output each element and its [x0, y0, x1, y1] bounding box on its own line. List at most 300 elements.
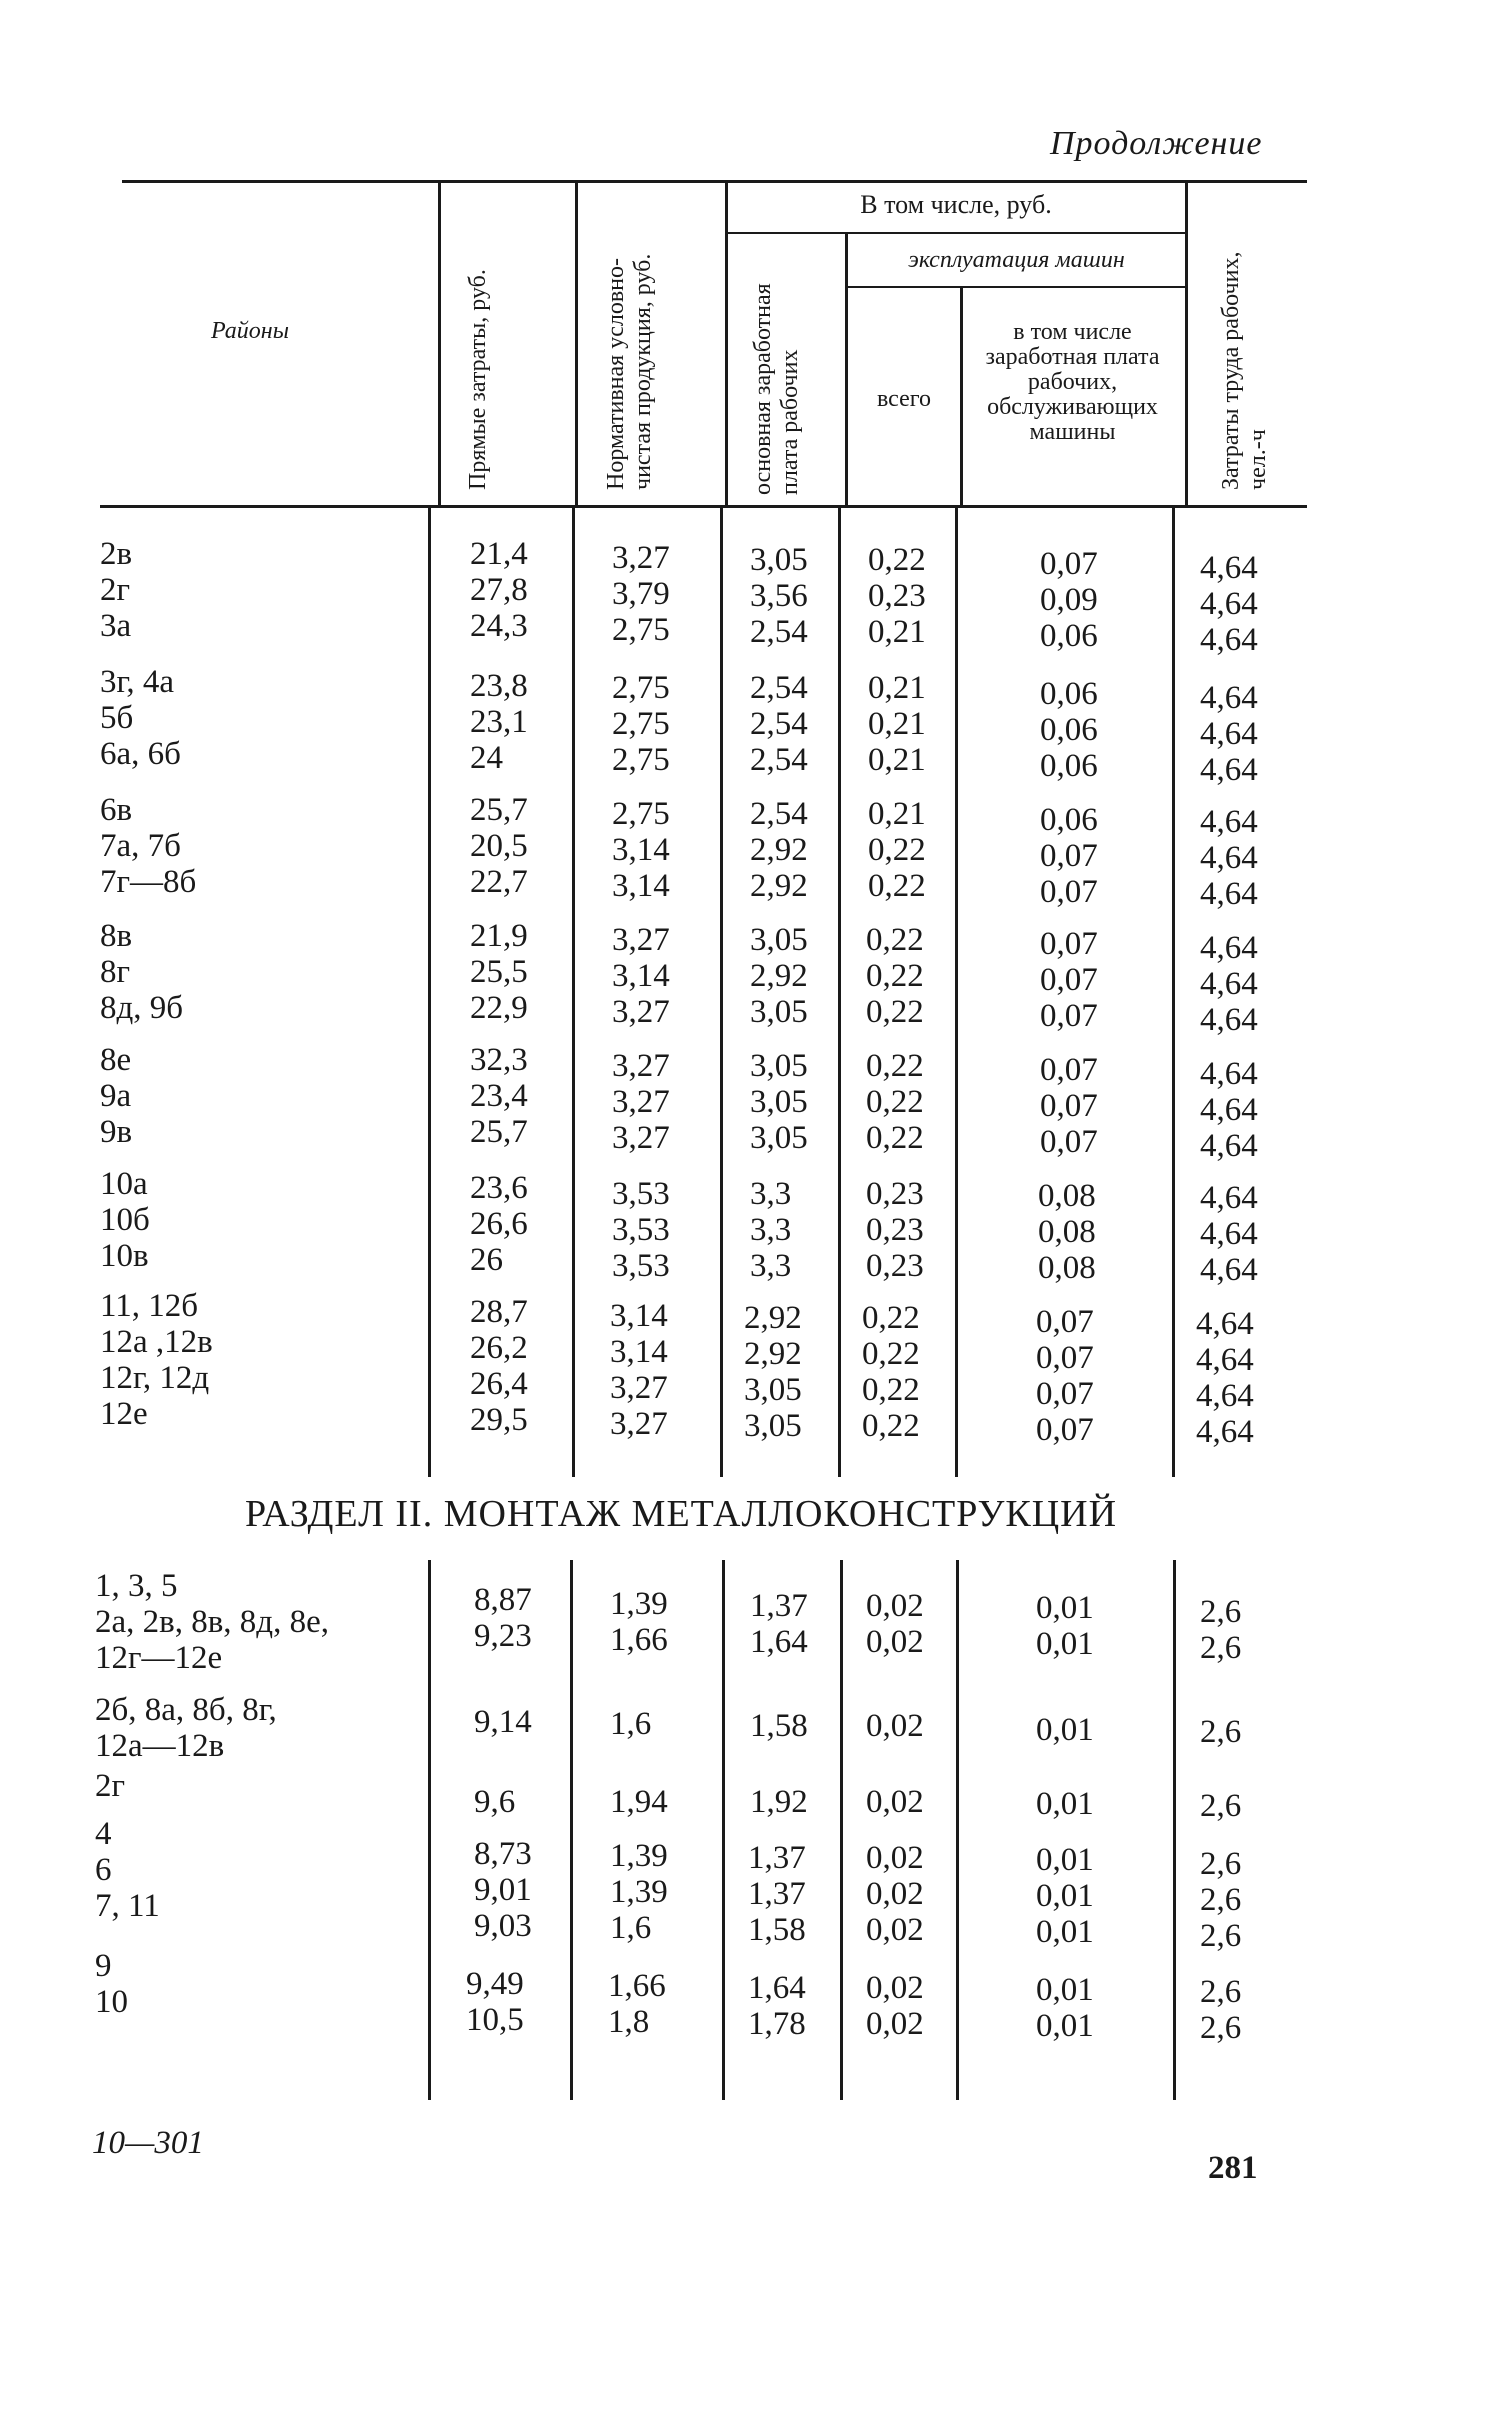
value-vsego: 0,02: [866, 1588, 924, 1624]
value-osn: 3,05: [750, 542, 808, 578]
value-vsego: 0,23: [866, 1176, 924, 1212]
value-vsego: 0,02: [866, 1708, 924, 1744]
district-label: 6: [95, 1852, 112, 1888]
district-label: 9в: [100, 1114, 133, 1150]
group-1-pryamye: [470, 536, 528, 644]
value-vsego: 0,02: [866, 1970, 924, 2006]
value-osn: 2,54: [750, 742, 808, 778]
value-pryamye: 22,9: [470, 990, 528, 1026]
value-vsego: 0,23: [866, 1212, 924, 1248]
district-label: 7а, 7б: [100, 828, 181, 864]
value-trud: 2,6: [1200, 2010, 1242, 2046]
group-7-labels: [100, 1288, 213, 1432]
value-norm: 3,14: [612, 868, 670, 904]
s2-row2-labels: [95, 1692, 277, 1764]
value-pryamye: 21,9: [470, 918, 528, 954]
s2-row4-osn: [748, 1840, 806, 1948]
group-2-labels: [100, 664, 181, 772]
s2-row5-vsego: [866, 1970, 924, 2042]
value-zp: 0,01: [1036, 1590, 1094, 1626]
value-norm: 3,53: [612, 1212, 670, 1248]
value-zp: 0,07: [1040, 1088, 1098, 1124]
header-osnovnaya: основная заработная плата рабочих: [750, 283, 803, 495]
s2-row1-trud: [1200, 1594, 1241, 1666]
signature-mark: 10—301: [92, 2125, 204, 2161]
value-osn: 3,05: [750, 1048, 808, 1084]
s2-row5-labels: [95, 1948, 128, 2020]
value-zp: 0,06: [1040, 748, 1098, 784]
header-rule-ekspl: [848, 286, 1187, 288]
value-pryamye: 25,7: [470, 792, 528, 828]
district-label: 10: [95, 1984, 128, 2020]
value-pryamye: 20,5: [470, 828, 528, 864]
value-norm: 3,53: [612, 1176, 670, 1212]
value-zp: 0,07: [1036, 1412, 1094, 1448]
district-label: 7г—8б: [100, 864, 197, 900]
value-trud: 2,6: [1200, 1846, 1242, 1882]
body1-vline-5: [955, 505, 958, 1477]
value-norm: 2,75: [612, 670, 670, 706]
body1-vline-1: [428, 505, 431, 1477]
s2-row3-labels: [95, 1768, 125, 1804]
header-zatraty-truda: Затраты труда рабочих, чел.-ч: [1218, 251, 1271, 490]
value-pryamye: 22,7: [470, 864, 528, 900]
group-4-pryamye: [470, 918, 528, 1026]
group-3-zp: [1040, 802, 1098, 910]
district-label: 10а: [100, 1166, 148, 1202]
value-trud: 4,64: [1200, 680, 1258, 716]
value-norm: 1,39: [610, 1586, 668, 1622]
value-osn: 1,64: [748, 1970, 806, 2006]
hdr-vline-3: [725, 180, 728, 505]
value-zp: 0,08: [1038, 1250, 1096, 1286]
value-norm: 3,27: [612, 1084, 670, 1120]
s2-row5-pryamye: [466, 1966, 524, 2038]
group-5-trud: [1200, 1056, 1258, 1164]
s2-row2-norm: [610, 1706, 651, 1742]
value-osn: 2,54: [750, 614, 808, 650]
value-pryamye: 32,3: [470, 1042, 528, 1078]
value-pryamye: 9,23: [474, 1618, 532, 1654]
value-osn: 1,58: [750, 1708, 808, 1744]
value-norm: 3,27: [612, 994, 670, 1030]
hdr-vline-6: [1185, 180, 1188, 505]
s2-row1-zp: [1036, 1590, 1094, 1662]
s2-row3-trud: [1200, 1788, 1241, 1824]
s2-row3-zp: [1036, 1786, 1094, 1822]
body2-vline-2: [570, 1560, 573, 2100]
value-vsego: 0,22: [862, 1336, 920, 1372]
value-vsego: 0,02: [866, 1784, 924, 1820]
group-5-labels: [100, 1042, 132, 1150]
value-vsego: 0,22: [866, 994, 924, 1030]
value-osn: 3,05: [750, 1084, 808, 1120]
value-trud: 4,64: [1196, 1378, 1254, 1414]
group-6-norm: [612, 1176, 670, 1284]
s2-row1-norm: [610, 1586, 668, 1658]
value-osn: 2,92: [750, 958, 808, 994]
value-osn: 2,92: [750, 868, 808, 904]
body1-vline-4: [838, 505, 841, 1477]
value-vsego: 0,22: [862, 1300, 920, 1336]
value-norm: 1,66: [610, 1622, 668, 1658]
header-zp-obsl: в том числе заработная плата рабочих, обслуживающих машины: [985, 319, 1160, 445]
value-pryamye: 26,4: [470, 1366, 528, 1402]
value-trud: 4,64: [1200, 716, 1258, 752]
value-trud: 4,64: [1200, 876, 1258, 912]
value-norm: 2,75: [612, 706, 670, 742]
value-norm: 3,27: [610, 1406, 668, 1442]
group-7-pryamye: [470, 1294, 528, 1438]
district-label: 12а ,12в: [100, 1324, 213, 1360]
value-trud: 4,64: [1200, 550, 1258, 586]
value-zp: 0,07: [1036, 1304, 1094, 1340]
value-trud: 4,64: [1200, 1092, 1258, 1128]
value-norm: 3,79: [612, 576, 670, 612]
value-zp: 0,01: [1036, 1842, 1094, 1878]
value-trud: 4,64: [1196, 1306, 1254, 1342]
district-label: 2а, 2в, 8в, 8д, 8е,: [95, 1604, 329, 1640]
value-norm: 1,8: [608, 2004, 650, 2040]
district-label: 12е: [100, 1396, 148, 1432]
value-trud: 2,6: [1200, 1630, 1242, 1666]
district-label: 12г, 12д: [100, 1360, 210, 1396]
value-pryamye: 24: [470, 740, 503, 776]
value-zp: 0,08: [1038, 1214, 1096, 1250]
header-pryamye: Прямые затраты, руб.: [465, 269, 491, 490]
value-pryamye: 25,5: [470, 954, 528, 990]
group-1-zp: [1040, 546, 1098, 654]
value-trud: 2,6: [1200, 1882, 1242, 1918]
s2-row5-osn: [748, 1970, 806, 2042]
district-label: 9: [95, 1948, 112, 1984]
value-norm: 2,75: [612, 612, 670, 648]
value-osn: 2,54: [750, 796, 808, 832]
value-norm: 3,27: [612, 1048, 670, 1084]
s2-row3-vsego: [866, 1784, 924, 1820]
value-vsego: 0,22: [862, 1408, 920, 1444]
body2-vline-1: [428, 1560, 431, 2100]
value-pryamye: 26: [470, 1242, 503, 1278]
district-label: 10в: [100, 1238, 149, 1274]
value-osn: 2,92: [750, 832, 808, 868]
value-norm: 1,6: [610, 1910, 652, 1946]
value-zp: 0,01: [1036, 1914, 1094, 1950]
value-vsego: 0,22: [868, 832, 926, 868]
group-5-osn: [750, 1048, 808, 1156]
value-pryamye: 9,14: [474, 1704, 532, 1740]
value-zp: 0,07: [1040, 1052, 1098, 1088]
value-trud: 2,6: [1200, 1974, 1242, 2010]
value-zp: 0,06: [1040, 802, 1098, 838]
hdr-vline-2: [575, 180, 578, 505]
group-2-pryamye: [470, 668, 528, 776]
group-3-pryamye: [470, 792, 528, 900]
district-label: 3г, 4а: [100, 664, 174, 700]
group-3-labels: [100, 792, 196, 900]
value-vsego: 0,21: [868, 614, 926, 650]
value-osn: 3,3: [750, 1176, 792, 1212]
group-5-norm: [612, 1048, 670, 1156]
value-vsego: 0,22: [866, 1048, 924, 1084]
group-3-norm: [612, 796, 670, 904]
value-pryamye: 23,8: [470, 668, 528, 704]
value-pryamye: 23,6: [470, 1170, 528, 1206]
district-label: 10б: [100, 1202, 150, 1238]
district-label: 8г: [100, 954, 131, 990]
value-zp: 0,01: [1036, 1626, 1094, 1662]
group-1-trud: [1200, 550, 1258, 658]
value-vsego: 0,02: [866, 2006, 924, 2042]
header-rayony: Районы: [211, 318, 289, 344]
value-zp: 0,07: [1036, 1340, 1094, 1376]
district-label: 4: [95, 1816, 112, 1852]
value-vsego: 0,21: [868, 796, 926, 832]
value-zp: 0,01: [1036, 1878, 1094, 1914]
value-norm: 1,39: [610, 1874, 668, 1910]
s2-row5-trud: [1200, 1974, 1241, 2046]
value-trud: 4,64: [1196, 1414, 1254, 1450]
header-bottom-rule: [100, 505, 1307, 508]
value-vsego: 0,21: [868, 742, 926, 778]
group-2-norm: [612, 670, 670, 778]
value-pryamye: 9,6: [474, 1784, 516, 1820]
value-norm: 1,66: [608, 1968, 666, 2004]
value-zp: 0,06: [1040, 712, 1098, 748]
value-osn: 1,37: [748, 1876, 806, 1912]
group-6-trud: [1200, 1180, 1258, 1288]
value-trud: 4,64: [1200, 1128, 1258, 1164]
group-5-zp: [1040, 1052, 1098, 1160]
group-4-zp: [1040, 926, 1098, 1034]
value-norm: 3,14: [612, 958, 670, 994]
value-osn: 1,58: [748, 1912, 806, 1948]
district-label: 2в: [100, 536, 133, 572]
value-trud: 4,64: [1200, 586, 1258, 622]
value-trud: 4,64: [1200, 1216, 1258, 1252]
s2-row2-pryamye: [474, 1704, 532, 1740]
value-trud: 4,64: [1200, 622, 1258, 658]
value-vsego: 0,22: [866, 958, 924, 994]
s2-row1-labels: [95, 1568, 329, 1676]
value-trud: 2,6: [1200, 1788, 1242, 1824]
district-label: 2г: [100, 572, 131, 608]
value-pryamye: 24,3: [470, 608, 528, 644]
value-pryamye: 8,87: [474, 1582, 532, 1618]
page-number: 281: [1208, 2150, 1258, 2186]
section-2-title: РАЗДЕЛ II. МОНТАЖ МЕТАЛЛОКОНСТРУКЦИЙ: [245, 1493, 1118, 1535]
s2-row4-pryamye: [474, 1836, 532, 1944]
body1-vline-2: [572, 505, 575, 1477]
value-trud: 2,6: [1200, 1714, 1242, 1750]
header-v-tom-chisle: В том числе, руб.: [860, 190, 1052, 219]
hdr-vline-4: [845, 234, 848, 505]
value-trud: 4,64: [1200, 966, 1258, 1002]
group-7-zp: [1036, 1304, 1094, 1448]
s2-row1-vsego: [866, 1588, 924, 1660]
value-norm: 3,27: [612, 1120, 670, 1156]
value-osn: 2,54: [750, 670, 808, 706]
value-osn: 3,05: [744, 1372, 802, 1408]
group-6-zp: [1038, 1178, 1096, 1286]
value-zp: 0,09: [1040, 582, 1098, 618]
value-zp: 0,07: [1040, 1124, 1098, 1160]
value-norm: 1,94: [610, 1784, 668, 1820]
body1-vline-6: [1172, 505, 1175, 1477]
value-norm: 3,53: [612, 1248, 670, 1284]
value-vsego: 0,02: [866, 1912, 924, 1948]
group-4-trud: [1200, 930, 1258, 1038]
value-osn: 3,05: [750, 922, 808, 958]
s2-row2-vsego: [866, 1708, 924, 1744]
value-trud: 4,64: [1200, 930, 1258, 966]
body2-vline-5: [956, 1560, 959, 2100]
s2-row2-osn: [750, 1708, 808, 1744]
value-norm: 3,27: [612, 922, 670, 958]
value-osn: 1,37: [748, 1840, 806, 1876]
value-osn: 2,54: [750, 706, 808, 742]
value-norm: 3,14: [610, 1298, 668, 1334]
value-osn: 3,05: [750, 994, 808, 1030]
value-zp: 0,07: [1040, 874, 1098, 910]
value-osn: 1,92: [750, 1784, 808, 1820]
value-pryamye: 9,01: [474, 1872, 532, 1908]
s2-row4-norm: [610, 1838, 668, 1946]
value-osn: 3,3: [750, 1212, 792, 1248]
group-6-labels: [100, 1166, 150, 1274]
value-norm: 3,14: [610, 1334, 668, 1370]
district-label: 2г: [95, 1768, 126, 1804]
value-vsego: 0,22: [868, 542, 926, 578]
value-pryamye: 26,6: [470, 1206, 528, 1242]
value-osn: 1,37: [750, 1588, 808, 1624]
header-vsego: всего: [876, 386, 932, 412]
value-zp: 0,07: [1040, 962, 1098, 998]
group-1-labels: [100, 536, 132, 644]
value-zp: 0,06: [1040, 618, 1098, 654]
value-pryamye: 28,7: [470, 1294, 528, 1330]
s2-row5-norm: [608, 1968, 666, 2040]
header-ekspluataciya: эксплуатация машин: [908, 247, 1125, 273]
table-top-rule: [122, 180, 1307, 183]
value-trud: 2,6: [1200, 1918, 1242, 1954]
district-label: 5б: [100, 700, 134, 736]
value-zp: 0,07: [1040, 998, 1098, 1034]
group-3-trud: [1200, 804, 1258, 912]
district-label: 6а, 6б: [100, 736, 181, 772]
value-pryamye: 25,7: [470, 1114, 528, 1150]
district-label: 12г—12е: [95, 1640, 223, 1676]
value-zp: 0,01: [1036, 1786, 1094, 1822]
value-norm: 3,27: [612, 540, 670, 576]
value-trud: 4,64: [1200, 840, 1258, 876]
value-osn: 3,05: [750, 1120, 808, 1156]
value-vsego: 0,23: [868, 578, 926, 614]
header-rule-v-tom: [727, 232, 1187, 234]
value-zp: 0,07: [1040, 546, 1098, 582]
value-norm: 2,75: [612, 796, 670, 832]
value-zp: 0,08: [1038, 1178, 1096, 1214]
s2-row1-pryamye: [474, 1582, 532, 1654]
s2-row4-trud: [1200, 1846, 1241, 1954]
district-label: 8в: [100, 918, 133, 954]
group-3-osn: [750, 796, 808, 904]
value-vsego: 0,22: [866, 922, 924, 958]
value-osn: 2,92: [744, 1336, 802, 1372]
value-pryamye: 23,4: [470, 1078, 528, 1114]
s2-row3-norm: [610, 1784, 668, 1820]
value-norm: 1,39: [610, 1838, 668, 1874]
value-vsego: 0,02: [866, 1840, 924, 1876]
value-pryamye: 8,73: [474, 1836, 532, 1872]
value-zp: 0,07: [1036, 1376, 1094, 1412]
value-norm: 2,75: [612, 742, 670, 778]
district-label: 11, 12б: [100, 1288, 199, 1324]
value-zp: 0,01: [1036, 1972, 1094, 2008]
district-label: 1, 3, 5: [95, 1568, 178, 1604]
s2-row5-zp: [1036, 1972, 1094, 2044]
value-trud: 4,64: [1200, 752, 1258, 788]
group-7-osn: [744, 1300, 802, 1444]
value-vsego: 0,22: [866, 1084, 924, 1120]
group-5-vsego: [866, 1048, 924, 1156]
value-pryamye: 21,4: [470, 536, 528, 572]
value-osn: 2,92: [744, 1300, 802, 1336]
district-label: 7, 11: [95, 1888, 160, 1924]
group-4-labels: [100, 918, 183, 1026]
group-4-vsego: [866, 922, 924, 1030]
s2-row4-vsego: [866, 1840, 924, 1948]
group-5-pryamye: [470, 1042, 528, 1150]
value-trud: 4,64: [1200, 1056, 1258, 1092]
value-norm: 3,14: [612, 832, 670, 868]
s2-row2-zp: [1036, 1712, 1094, 1748]
value-pryamye: 9,49: [466, 1966, 524, 2002]
value-osn: 3,05: [744, 1408, 802, 1444]
group-1-osn: [750, 542, 808, 650]
s2-row3-osn: [750, 1784, 808, 1820]
group-4-norm: [612, 922, 670, 1030]
value-norm: 3,27: [610, 1370, 668, 1406]
value-osn: 1,78: [748, 2006, 806, 2042]
value-trud: 4,64: [1200, 804, 1258, 840]
value-vsego: 0,21: [868, 706, 926, 742]
value-zp: 0,06: [1040, 676, 1098, 712]
district-label: 3а: [100, 608, 132, 644]
value-pryamye: 29,5: [470, 1402, 528, 1438]
value-vsego: 0,22: [868, 868, 926, 904]
value-vsego: 0,02: [866, 1624, 924, 1660]
district-label: 6в: [100, 792, 133, 828]
s2-row3-pryamye: [474, 1784, 515, 1820]
value-pryamye: 23,1: [470, 704, 528, 740]
district-label: 2б, 8а, 8б, 8г,: [95, 1692, 277, 1728]
group-2-zp: [1040, 676, 1098, 784]
s2-row4-labels: [95, 1816, 160, 1924]
value-vsego: 0,23: [866, 1248, 924, 1284]
body1-vline-3: [720, 505, 723, 1477]
group-7-norm: [610, 1298, 668, 1442]
value-trud: 2,6: [1200, 1594, 1242, 1630]
value-zp: 0,07: [1040, 838, 1098, 874]
value-trud: 4,64: [1200, 1180, 1258, 1216]
s2-row1-osn: [750, 1588, 808, 1660]
group-1-vsego: [868, 542, 926, 650]
value-pryamye: 27,8: [470, 572, 528, 608]
group-4-osn: [750, 922, 808, 1030]
value-pryamye: 26,2: [470, 1330, 528, 1366]
value-trud: 4,64: [1196, 1342, 1254, 1378]
